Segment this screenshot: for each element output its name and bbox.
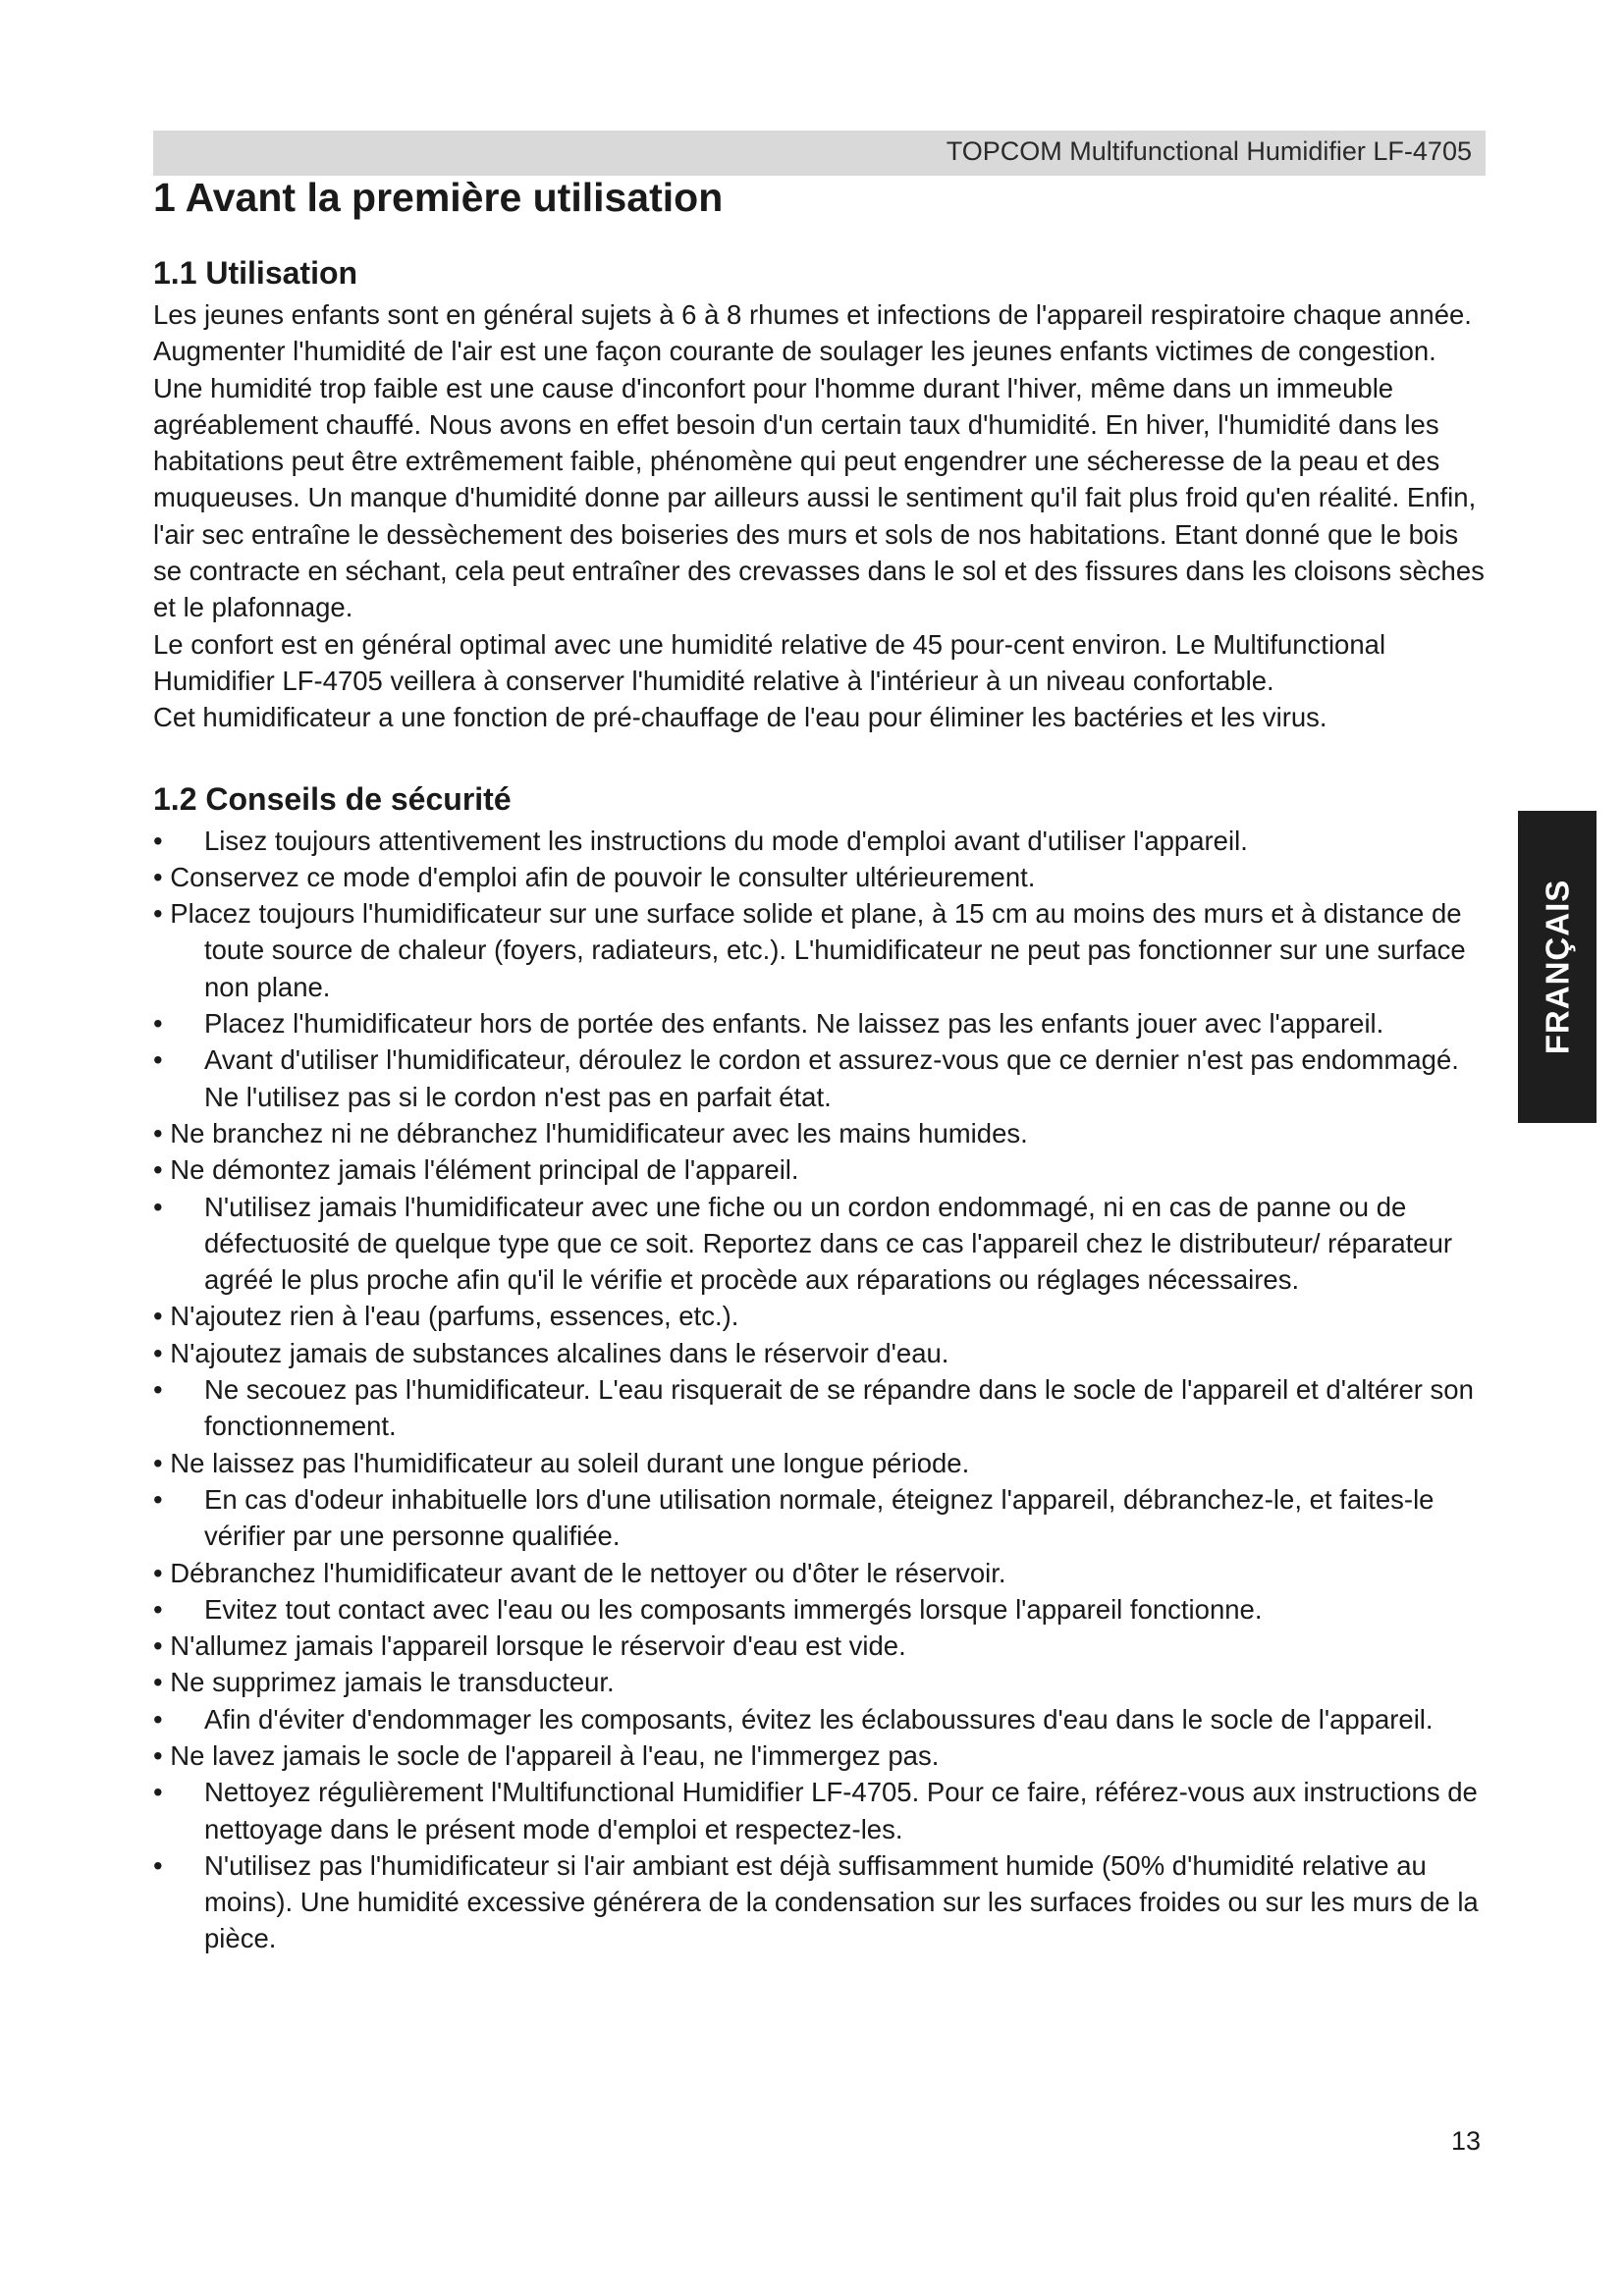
bullet-icon: • — [153, 1630, 163, 1662]
safety-item-text: Ne secouez pas l'humidificateur. L'eau risquerait de se répandre dans le socle de l'appareil et d'altérer son fonctionnement. — [204, 1374, 1474, 1442]
list-item — [153, 1335, 1489, 1371]
bullet-icon: • — [153, 1154, 163, 1186]
safety-item-text: Ne lavez jamais le socle de l'appareil à l'eau, ne l'immergez pas. — [170, 1739, 940, 1771]
page-content — [153, 251, 1489, 1957]
list-item — [153, 1445, 1489, 1481]
bullet-icon: • — [153, 1374, 163, 1406]
safety-item-text: Afin d'éviter d'endommager les composants, évitez les éclaboussures d'eau dans le socle de l'appareil. — [204, 1703, 1434, 1735]
safety-item-text: Nettoyez régulièrement l'Multifunctional Humidifier LF-4705. Pour ce faire, référez-vous aux instructions de nettoyage dans le présent mode d'emploi et respectez-les. — [204, 1777, 1478, 1844]
list-item — [153, 1591, 1489, 1628]
running-header — [153, 131, 1486, 176]
usage-paragraph: Cet humidificateur a une fonction de pré-chauffage de l'eau pour éliminer les bactéries et les virus. — [153, 702, 1327, 733]
list-item — [153, 1371, 1489, 1445]
list-item — [153, 1041, 1489, 1115]
page-number: 13 — [1450, 2126, 1481, 2156]
bullet-icon: • — [153, 1849, 163, 1881]
bullet-icon: • — [153, 1044, 163, 1076]
list-item — [153, 1298, 1489, 1334]
usage-paragraph: Une humidité trop faible est une cause d'inconfort pour l'homme durant l'hiver, même dans un immeuble agréablement chauffé. Nous avons en effet besoin d'un certain taux d'humidité. En hiver, l'humidité dans les habitations peut être extrêmement faible, phénomène qui peut engendrer une sécheresse de la peau et des muqueuses. Un manque d'humidité donne par ailleurs aussi le sentiment qu'il fait plus froid qu'en réalité. Enfin, l'air sec entraîne le dessèchement des boiseries des murs et sols de nos habitations. Etant donné que le bois se contracte en séchant, cela peut entraîner des crevasses dans le sol et des fissures dans les cloisons sèches et le plafonnage. — [153, 372, 1485, 623]
bullet-icon: • — [153, 1739, 163, 1771]
safety-item-text: Ne branchez ni ne débranchez l'humidificateur avec les mains humides. — [170, 1117, 1028, 1148]
list-item — [153, 1628, 1489, 1664]
safety-list — [153, 823, 1489, 1957]
bullet-icon: • — [153, 825, 163, 856]
safety-item-text: N'allumez jamais l'appareil lorsque le réservoir d'eau est vide. — [170, 1630, 906, 1662]
bullet-icon: • — [153, 1337, 163, 1368]
safety-item-text: Ne laissez pas l'humidificateur au soleil durant une longue période. — [170, 1447, 970, 1478]
bullet-icon: • — [153, 1703, 163, 1735]
safety-item-text: N'ajoutez rien à l'eau (parfums, essences, etc.). — [170, 1301, 739, 1332]
list-item — [153, 1774, 1489, 1847]
list-item — [153, 823, 1489, 859]
chapter-title: 1 Avant la première utilisation — [153, 175, 724, 220]
list-item — [153, 1481, 1489, 1555]
list-item — [153, 1115, 1489, 1151]
running-header-title: TOPCOM Multifunctional Humidifier LF-4705 — [946, 136, 1472, 166]
bullet-icon: • — [153, 1483, 163, 1515]
bullet-icon: • — [153, 1191, 163, 1222]
bullet-icon: • — [153, 1301, 163, 1332]
list-item — [153, 1664, 1489, 1700]
list-item — [153, 895, 1489, 1005]
safety-item-text: Débranchez l'humidificateur avant de le nettoyer ou d'ôter le réservoir. — [170, 1557, 1006, 1588]
safety-item-text: En cas d'odeur inhabituelle lors d'une utilisation normale, éteignez l'appareil, débranchez-le, et faites-le vérifier par une personne qualifiée. — [204, 1483, 1435, 1552]
bullet-icon: • — [153, 1777, 163, 1808]
safety-item-text: Ne démontez jamais l'élément principal de l'appareil. — [170, 1154, 799, 1186]
safety-item-text: N'utilisez jamais l'humidificateur avec une fiche ou un cordon endommagé, ni en cas de panne ou de défectuosité de quelque type que ce soit. Reportez dans ce cas l'appareil chez le distributeur/ réparateur agréé le plus proche afin qu'il le vérifie et procède aux réparations ou réglages nécessaires. — [204, 1191, 1453, 1296]
list-item — [153, 859, 1489, 895]
bullet-icon: • — [153, 1557, 163, 1588]
list-item — [153, 1847, 1489, 1957]
language-tab — [1518, 811, 1597, 1123]
list-item — [153, 1189, 1489, 1299]
safety-item-text: N'ajoutez jamais de substances alcalines dans le réservoir d'eau. — [170, 1337, 949, 1368]
safety-item-text: N'utilisez pas l'humidificateur si l'air ambiant est déjà suffisamment humide (50% d'humidité relative au moins). Une humidité excessive générera de la condensation sur les surfaces froides ou sur les murs de la pièce. — [204, 1849, 1479, 1954]
safety-item-text: Placez l'humidificateur hors de portée des enfants. Ne laissez pas les enfants jouer avec l'appareil. — [204, 1008, 1384, 1040]
safety-item-text: Evitez tout contact avec l'eau ou les composants immergés lorsque l'appareil fonctionne. — [204, 1593, 1263, 1625]
list-item — [153, 1005, 1489, 1041]
list-item — [153, 1737, 1489, 1774]
bullet-icon: • — [153, 1593, 163, 1625]
safety-item-text: Lisez toujours attentivement les instructions du mode d'emploi avant d'utiliser l'appareil. — [204, 825, 1248, 856]
section-safety-title: 1.2 Conseils de sécurité — [153, 780, 512, 817]
bullet-icon: • — [153, 898, 163, 930]
usage-paragraph: Les jeunes enfants sont en général sujets à 6 à 8 rhumes et infections de l'appareil respiratoire chaque année. Augmenter l'humidité de l'air est une façon courante de soulager les jeunes enfants victimes de congestion. — [153, 299, 1472, 367]
bullet-icon: • — [153, 1667, 163, 1698]
list-item — [153, 1701, 1489, 1737]
list-item — [153, 1151, 1489, 1188]
safety-item-text: Avant d'utiliser l'humidificateur, déroulez le cordon et assurez-vous que ce dernier n'est pas endommagé. Ne l'utilisez pas si le cordon n'est pas en parfait état. — [204, 1044, 1459, 1112]
section-usage-title: 1.1 Utilisation — [153, 255, 358, 291]
usage-paragraph: Le confort est en général optimal avec une humidité relative de 45 pour-cent environ. Le Multifunctional Humidifier LF-4705 veillera à conserver l'humidité relative à l'intérieur à un niveau confortable. — [153, 628, 1386, 696]
list-item — [153, 1555, 1489, 1591]
bullet-icon: • — [153, 861, 163, 892]
safety-item-text: Conservez ce mode d'emploi afin de pouvoir le consulter ultérieurement. — [170, 861, 1036, 892]
bullet-icon: • — [153, 1447, 163, 1478]
language-tab-label: FRANÇAIS — [1539, 879, 1575, 1055]
bullet-icon: • — [153, 1117, 163, 1148]
safety-item-text: Ne supprimez jamais le transducteur. — [170, 1667, 615, 1698]
safety-item-text: Placez toujours l'humidificateur sur une surface solide et plane, à 15 cm au moins des murs et à distance de toute source de chaleur (foyers, radiateurs, etc.). L'humidificateur ne peut pas fonctionner sur une surface non plane. — [170, 898, 1466, 1002]
bullet-icon: • — [153, 1008, 163, 1040]
